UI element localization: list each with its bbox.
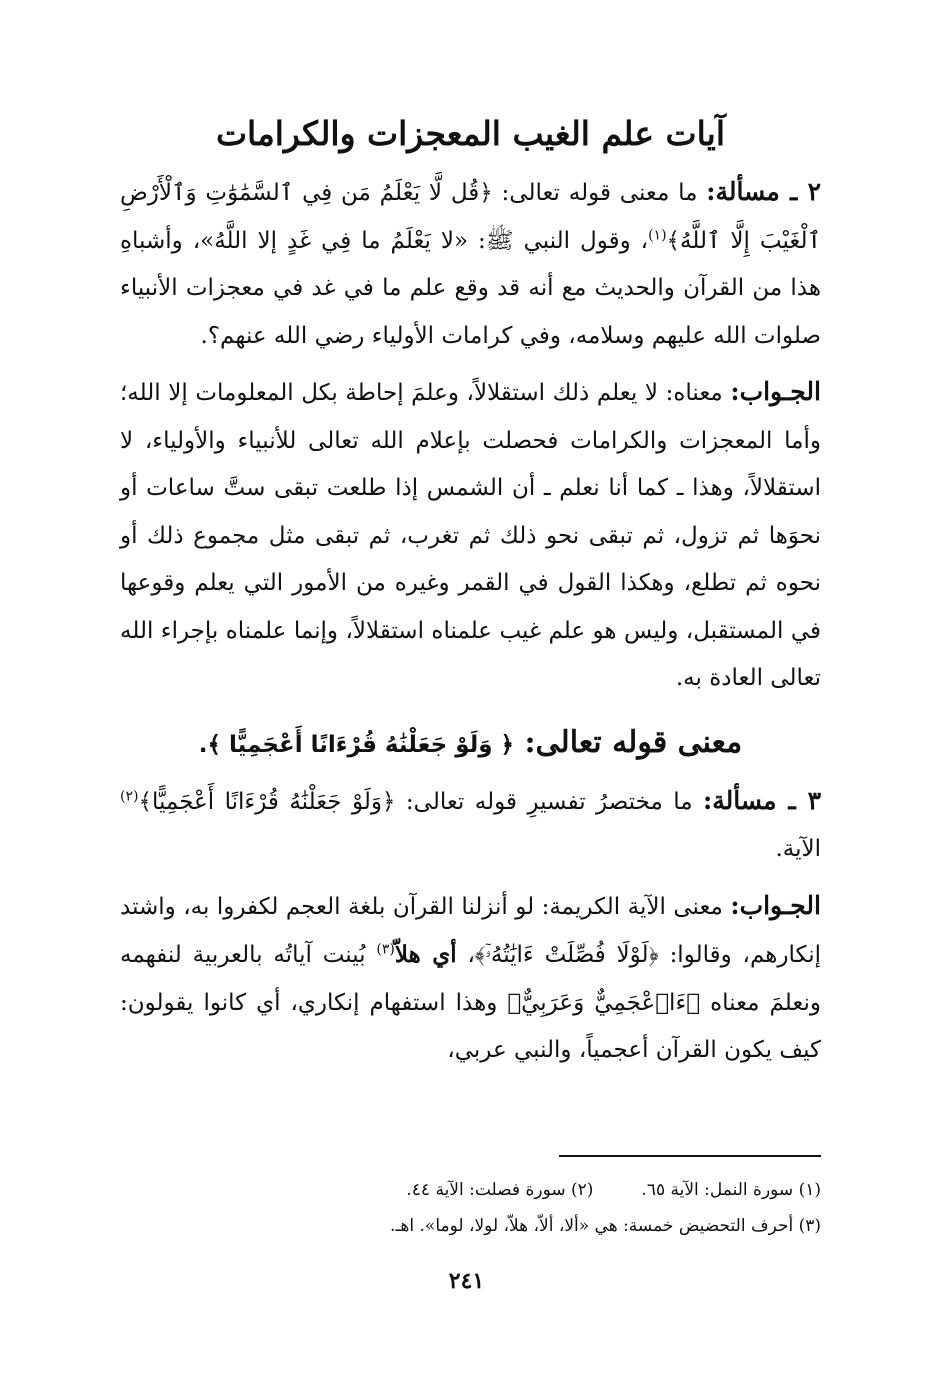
footnote-ref-3: (٣) xyxy=(376,941,395,958)
question-2-text-1: ما معنى قوله تعالى: xyxy=(492,180,707,206)
footnote-row-1 xyxy=(121,1172,821,1208)
footnotes xyxy=(121,1172,821,1244)
footnote-1: (١) سورة النمل: الآية ٦٥. xyxy=(641,1180,821,1200)
answer-3-verse-1: ﴿لَوْلَا فُصِّلَتْ ءَايَٰتُهُۥٓ﴾ xyxy=(474,942,659,968)
answer-3 xyxy=(120,882,821,1075)
answer-2 xyxy=(120,368,821,703)
answer-2-text: معناه: لا يعلم ذلك استقلالاً، وعلمَ إحاطة بكل المعلومات إلا الله؛ وأما المعجزات والكرامات فحصلت بإعلام الله تعالى للأنبياء والأولياء، لا استقلالاً، وهذا ـ كما أنا نعلم ـ أن الشمس إذا طلعت تبقى ستَّ ساعات أو نحوَها ثم تزول، ثم تبقى نحو ذلك ثم تغرب، ثم تبقى مثل مجموع ذلك أو نحوه ثم تطلع، وهكذا القول في القمر وغيره من الأمور التي يعلم وقوعها في المستقبل، وليس هو علم غيب علمناه استقلالاً، وإنما علمناه بإجراء الله تعالى العادة به. xyxy=(120,380,821,691)
section-title-2-text: معنى قوله تعالى: xyxy=(514,724,743,760)
footnote-separator xyxy=(559,1155,821,1157)
question-2-lead: ٢ ـ مسألة: xyxy=(706,177,821,206)
answer-3-text-3: بُينت آياتُه بالعربية لنفهمه ونعلمَ معناه xyxy=(120,942,822,1016)
footnote-3: (٣) أحرف التحضيض خمسة: هي «ألا، ألاّ، هلاّ، لولا، لوما». اهـ. xyxy=(390,1216,821,1236)
answer-3-lead: الجـواب: xyxy=(730,890,821,920)
section-title-2 xyxy=(120,711,821,777)
answer-3-text-2: ، xyxy=(456,942,475,968)
question-3-lead: ٣ ـ مسألة: xyxy=(703,785,821,815)
question-2-text-2: ، وقول النبي ﷺ: «لا يَعْلَمُ ما فِي غَدٍ إلا اللَّهُ»، وأشباهِ هذا من القرآن والحديث مع أنه قد وقع علم ما في غد في معجزات الأنبياء صلوات الله عليهم وسلامه، وفي كرامات الأولياء رضي الله عنهم؟. xyxy=(120,227,821,349)
answer-3-verse-2: ﴿ءَا۬عْجَمِيٌّ وَعَرَبِيٌّ﴾ xyxy=(507,989,701,1016)
footnote-2: (٢) سورة فصلت: الآية ٤٤. xyxy=(406,1180,594,1200)
answer-2-lead: الجـواب: xyxy=(730,377,821,406)
answer-3-bold: أي هلاّ xyxy=(394,941,457,968)
page-number: ٢٤١ xyxy=(448,1268,485,1294)
question-3-text-2: الآية. xyxy=(775,836,821,862)
footnote-ref-1: (١) xyxy=(648,226,667,243)
answer-3-text-1: معنى الآية الكريمة: لو أنزلنا القرآن بلغة العجم لكفروا به، واشتد إنكارهم، وقالوا: xyxy=(120,893,821,968)
section-title-2-verse: ﴿ وَلَوْ جَعَلْنَٰهُ قُرْءَانًا أَعْجَمِيًّا ﴾. xyxy=(198,731,515,758)
question-3-verse: ﴿وَلَوْ جَعَلْنَٰهُ قُرْءَانًا أَعْجَمِيًّا﴾ xyxy=(138,788,396,815)
answer-3-text-4: وهذا استفهام إنكاري، أي كانوا يقولون: كيف يكون القرآن أعجمياً، والنبي عربي، xyxy=(120,989,821,1063)
section-title-1: آيات علم الغيب المعجزات والكرامات xyxy=(215,114,726,153)
page-body xyxy=(120,100,821,1083)
question-3 xyxy=(120,777,821,874)
question-2 xyxy=(120,168,821,360)
question-3-text-1: ما مختصرُ تفسيرِ قوله تعالى: xyxy=(395,788,703,815)
footnote-ref-2: (٢) xyxy=(120,787,139,804)
footnote-row-2 xyxy=(121,1208,821,1244)
question-2-verse: ﴿قُل لَّا يَعْلَمُ مَن فِي ٱلسَّمَٰوَٰتِ وَٱلْأَرْضِ ٱلْغَيْبَ إِلَّا ٱللَّهُ﴾ xyxy=(120,180,822,254)
